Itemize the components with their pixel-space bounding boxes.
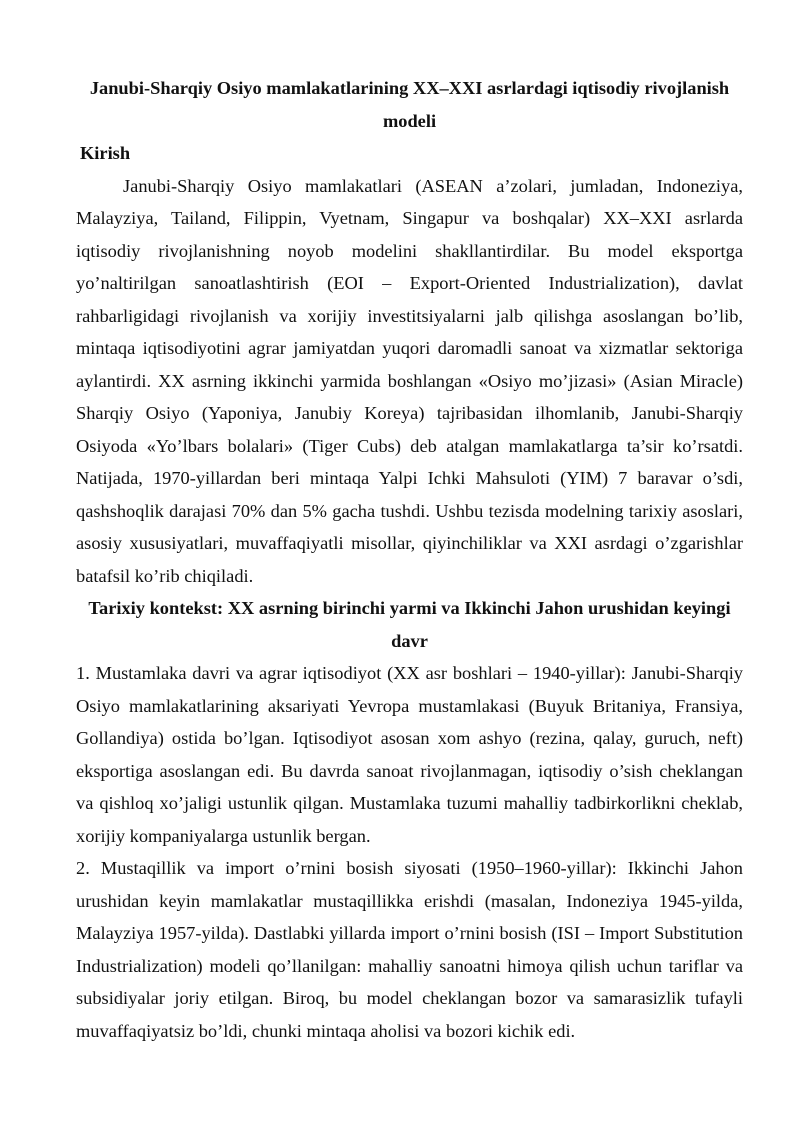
intro-heading: Kirish [80, 143, 131, 163]
section-heading: Tarixiy kontekst: XX asrning birinchi yarmi va Ikkinchi Jahon urushidan keyingi davr [88, 598, 731, 651]
list-item-2: 2. Mustaqillik va import o’rnini bosish siyosati (1950–1960-yillar): Ikkinchi Jahon urushidan keyin mamlakatlar mustaqillikka erishdi (masalan, Indoneziya 1945-yilda, Malayziya 1957-yilda). Dastlabki yillarda import o’rnini bosish (ISI – Import Substitution Industrialization) modeli qo’llanilgan: mahalliy sanoatni himoya qilish uchun tariflar va subsidiyalar joriy etilgan. Biroq, bu model cheklangan bozor va samarasizlik tufayli muvaffaqiyatsiz bo’ldi, chunki mintaqa aholisi va bozori kichik edi. [76, 858, 743, 1041]
document-title: Janubi-Sharqiy Osiyo mamlakatlarining XX–XXI asrlardagi iqtisodiy rivojlanish modeli [89, 78, 730, 131]
list-item-1: 1. Mustamlaka davri va agrar iqtisodiyot (XX asr boshlari – 1940-yillar): Janubi-Sharqiy Osiyo mamlakatlarining aksariyati Yevropa mustamlakasi (Buyuk Britaniya, Fransiya, Gollandiya) ostida bo’lgan. Iqtisodiyot asosan xom ashyo (rezina, qalay, guruch, neft) eksportiga asoslangan edi. Bu davrda sanoat rivojlanmagan, iqtisodiy o’sish cheklangan va qishloq xo’jaligi ustunlik qilgan. Mustamlaka tuzumi mahalliy tadbirkorlikni cheklab, xorijiy kompaniyalarga ustunlik bergan. [76, 663, 743, 846]
intro-paragraph: Janubi-Sharqiy Osiyo mamlakatlari (ASEAN a’zolari, jumladan, Indoneziya, Malayziya, Tailand, Filippin, Vyetnam, Singapur va boshqalar) XX–XXI asrlarda iqtisodiy rivojlanishning noyob modelini shakllantirdilar. Bu model eksportga yo’naltirilgan sanoatlashtirish (EOI – Export-Oriented Industrialization), davlat rahbarligidagi rivojlanish va xorijiy investitsiyalarni jalb qilishga asoslangan bo’lib, mintaqa iqtisodiyotini agrar jamiyatdan yuqori daromadli sanoat va xizmatlar sektoriga aylantirdi. XX asrning ikkinchi yarmida boshlangan «Osiyo mo’jizasi» (Asian Miracle) Sharqiy Osiyo (Yaponiya, Janubiy Koreya) tajribasidan ilhomlanib, Janubi-Sharqiy Osiyoda «Yo’lbars bolalari» (Tiger Cubs) deb atalgan mamlakatlarga ta’sir ko’rsatdi. Natijada, 1970-yillardan beri mintaqa Yalpi Ichki Mahsuloti (YIM) 7 baravar o’sdi, qashshoqlik darajasi 70% dan 5% gacha tushdi. Ushbu tezisda modelning tarixiy asoslari, asosiy xususiyatlari, muvaffaqiyatli misollar, qiyinchiliklar va XXI asrdagi o’zgarishlar batafsil ko’rib chiqiladi. [76, 175, 743, 586]
